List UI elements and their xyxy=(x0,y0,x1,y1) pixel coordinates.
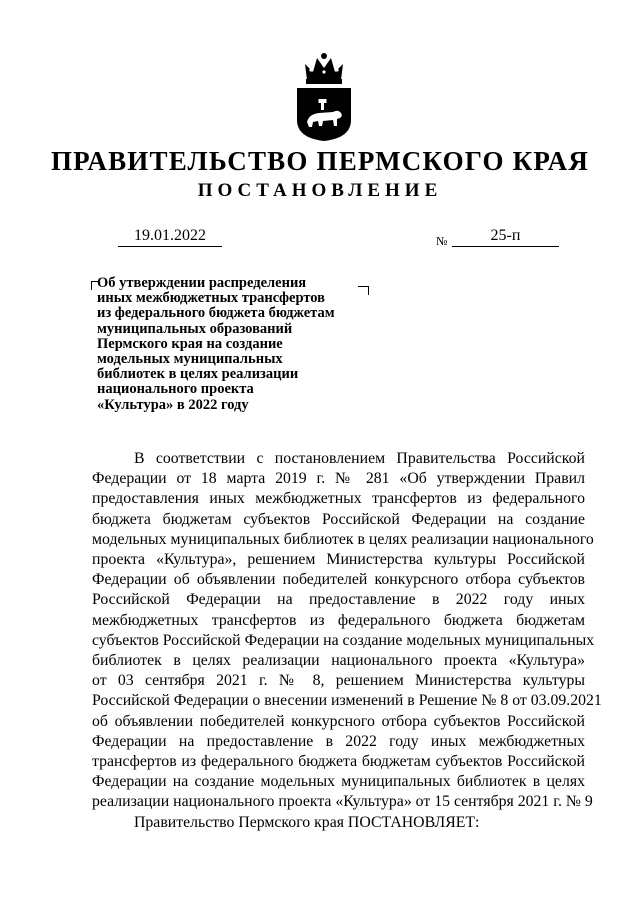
number-sign: № xyxy=(436,234,448,248)
subject-line: иных межбюджетных трансфертов xyxy=(97,290,326,307)
body-line: Российской Федерации на предоставление в 2022 году иных xyxy=(92,591,585,609)
decree-line: Правительство Пермского края ПОСТАНОВЛЯЕТ: xyxy=(134,813,480,831)
body-line: Федерации об объявлении победителей конкурсного отбора субъектов xyxy=(92,571,585,589)
body-line: Федерации на создание модельных муниципальных библиотек в целях xyxy=(92,773,585,791)
document-body xyxy=(92,449,602,833)
body-line: реализации национального проекта «Культура» от 15 сентября 2021 г. № 9 xyxy=(92,793,593,811)
subject-line: национального проекта xyxy=(97,381,254,398)
body-line: библиотек в целях реализации национального проекта «Культура» xyxy=(92,652,585,670)
body-line: В соответствии с постановлением Правительства Российской xyxy=(134,450,585,467)
subject-line: Пермского края на создание xyxy=(97,335,283,352)
perm-krai-coat-of-arms-icon xyxy=(293,50,355,142)
preamble-paragraph xyxy=(92,449,602,813)
body-line: модельных муниципальных библиотек в целях реализации национального xyxy=(92,530,594,548)
document-date: 19.01.2022 xyxy=(118,226,222,247)
body-line: Федерации от 18 марта 2019 г. № 281 «Об утверждении Правил xyxy=(92,470,585,488)
body-line: предоставления иных межбюджетных трансфертов из федерального xyxy=(92,490,585,508)
document-number: 25-п xyxy=(452,226,559,247)
body-line: межбюджетных трансфертов из федерального бюджета бюджетам xyxy=(92,611,585,629)
subject-line: из федерального бюджета бюджетам xyxy=(97,305,335,322)
subject-line: Об утверждении распределения xyxy=(97,275,307,291)
body-line: субъектов Российской Федерации на создание модельных муниципальных xyxy=(92,631,595,649)
subject-line: муниципальных образований xyxy=(97,320,293,337)
government-title: ПРАВИТЕЛЬСТВО ПЕРМСКОГО КРАЯ xyxy=(50,146,590,176)
document-subject xyxy=(97,276,367,413)
document-type: ПОСТАНОВЛЕНИЕ xyxy=(197,180,443,201)
body-line: трансфертов из федерального бюджета бюджетам субъектов Российской xyxy=(92,753,585,771)
body-line: Российской Федерации о внесении изменений в Решение № 8 от 03.09.2021 xyxy=(92,692,602,710)
decree-paragraph xyxy=(92,813,585,833)
body-line: об объявлении победителей конкурсного отбора субъектов Российской xyxy=(92,712,585,730)
body-line: от 03 сентября 2021 г. № 8, решением Министерства культуры xyxy=(92,672,585,690)
body-line: проекта «Культура», решением Министерства культуры Российской xyxy=(92,551,585,569)
body-line: Федерации на предоставление в 2022 году иных межбюджетных xyxy=(92,732,585,750)
subject-line: модельных муниципальных xyxy=(97,351,283,368)
subject-line: «Культура» в 2022 году xyxy=(97,396,249,413)
subject-line: библиотек в целях реализации xyxy=(97,366,299,383)
body-line: бюджета бюджетам субъектов Российской Федерации на создание xyxy=(92,510,585,528)
